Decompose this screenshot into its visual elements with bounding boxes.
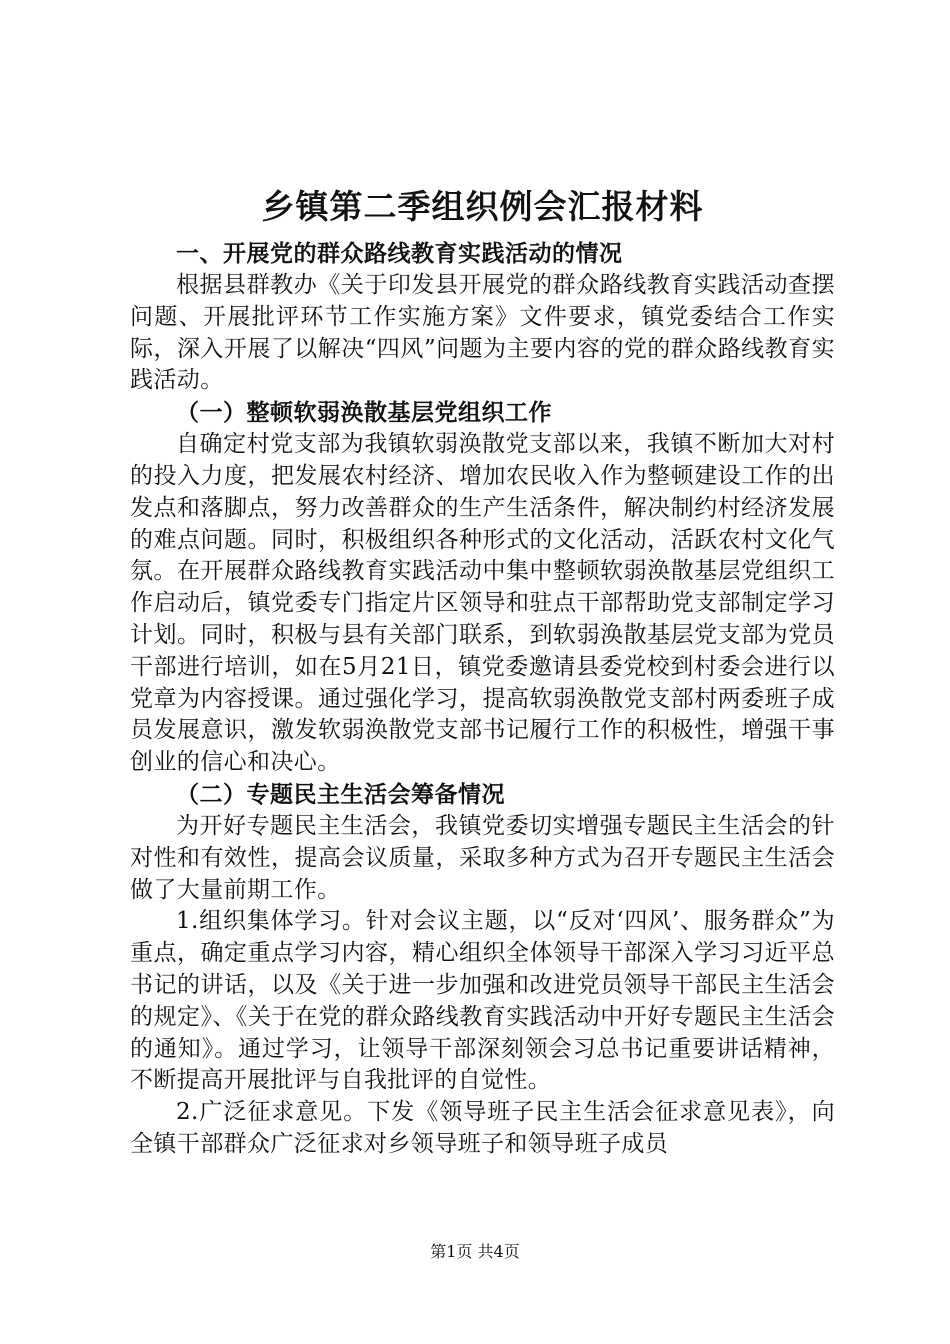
document-body <box>130 180 835 1161</box>
paragraph: 根据县群教办《关于印发县开展党的群众路线教育实践活动查摆问题、开展批评环节工作实施方案》文件要求，镇党委结合工作实际，深入开展了以解决“四风”问题为主要内容的党的群众路线教育实践活动。 <box>130 272 835 394</box>
paragraph: 1.组织集体学习。针对会议主题，以“反对‘四风’、服务群众”为重点，确定重点学习内容，精心组织全体领导干部深入学习习近平总书记的讲话，以及《关于进一步加强和改进党员领导干部民主生活会的规定》、《关于在党的群众路线教育实践活动中开好专题民主生活会的通知》。通过学习，让领导干部深刻领会习总书记重要讲话精神，不断提高开展批评与自我批评的自觉性。 <box>130 908 835 1094</box>
section-heading: 一、开展党的群众路线教育实践活动的情况 <box>176 241 623 267</box>
document-title: 乡镇第二季组织例会汇报材料 <box>261 187 704 226</box>
page-footer: 第1页 共4页 <box>430 1242 520 1261</box>
subsection-heading: （一）整顿软弱涣散基层党组织工作 <box>176 400 552 427</box>
paragraph: 自确定村党支部为我镇软弱涣散党支部以来，我镇不断加大对村的投入力度，把发展农村经济、增加农民收入作为整顿建设工作的出发点和落脚点，努力改善群众的生产生活条件，解决制约村经济发展的难点问题。同时，积极组织各种形式的文化活动，活跃农村文化气氛。在开展群众路线教育实践活动中集中整顿软弱涣散基层党组织工作启动后，镇党委专门指定片区领导和驻点干部帮助党支部制定学习计划。同时，积极与县有关部门联系，到软弱涣散基层党支部为党员干部进行培训，如在5月21日，镇党委邀请县委党校到村委会进行以党章为内容授课。通过强化学习，提高软弱涣散党支部村两委班子成员发展意识，激发软弱涣散党支部书记履行工作的积极性，增强干事创业的信心和决心。 <box>130 431 835 776</box>
subsection-heading: （二）专题民主生活会筹备情况 <box>176 781 505 808</box>
paragraph: 2.广泛征求意见。下发《领导班子民主生活会征求意见表》，向全镇干部群众广泛征求对乡领导班子和领导班子成员 <box>130 1099 835 1157</box>
paragraph: 为开好专题民主生活会，我镇党委切实增强专题民主生活会的针对性和有效性，提高会议质量，采取多种方式为召开专题民主生活会做了大量前期工作。 <box>130 812 835 903</box>
